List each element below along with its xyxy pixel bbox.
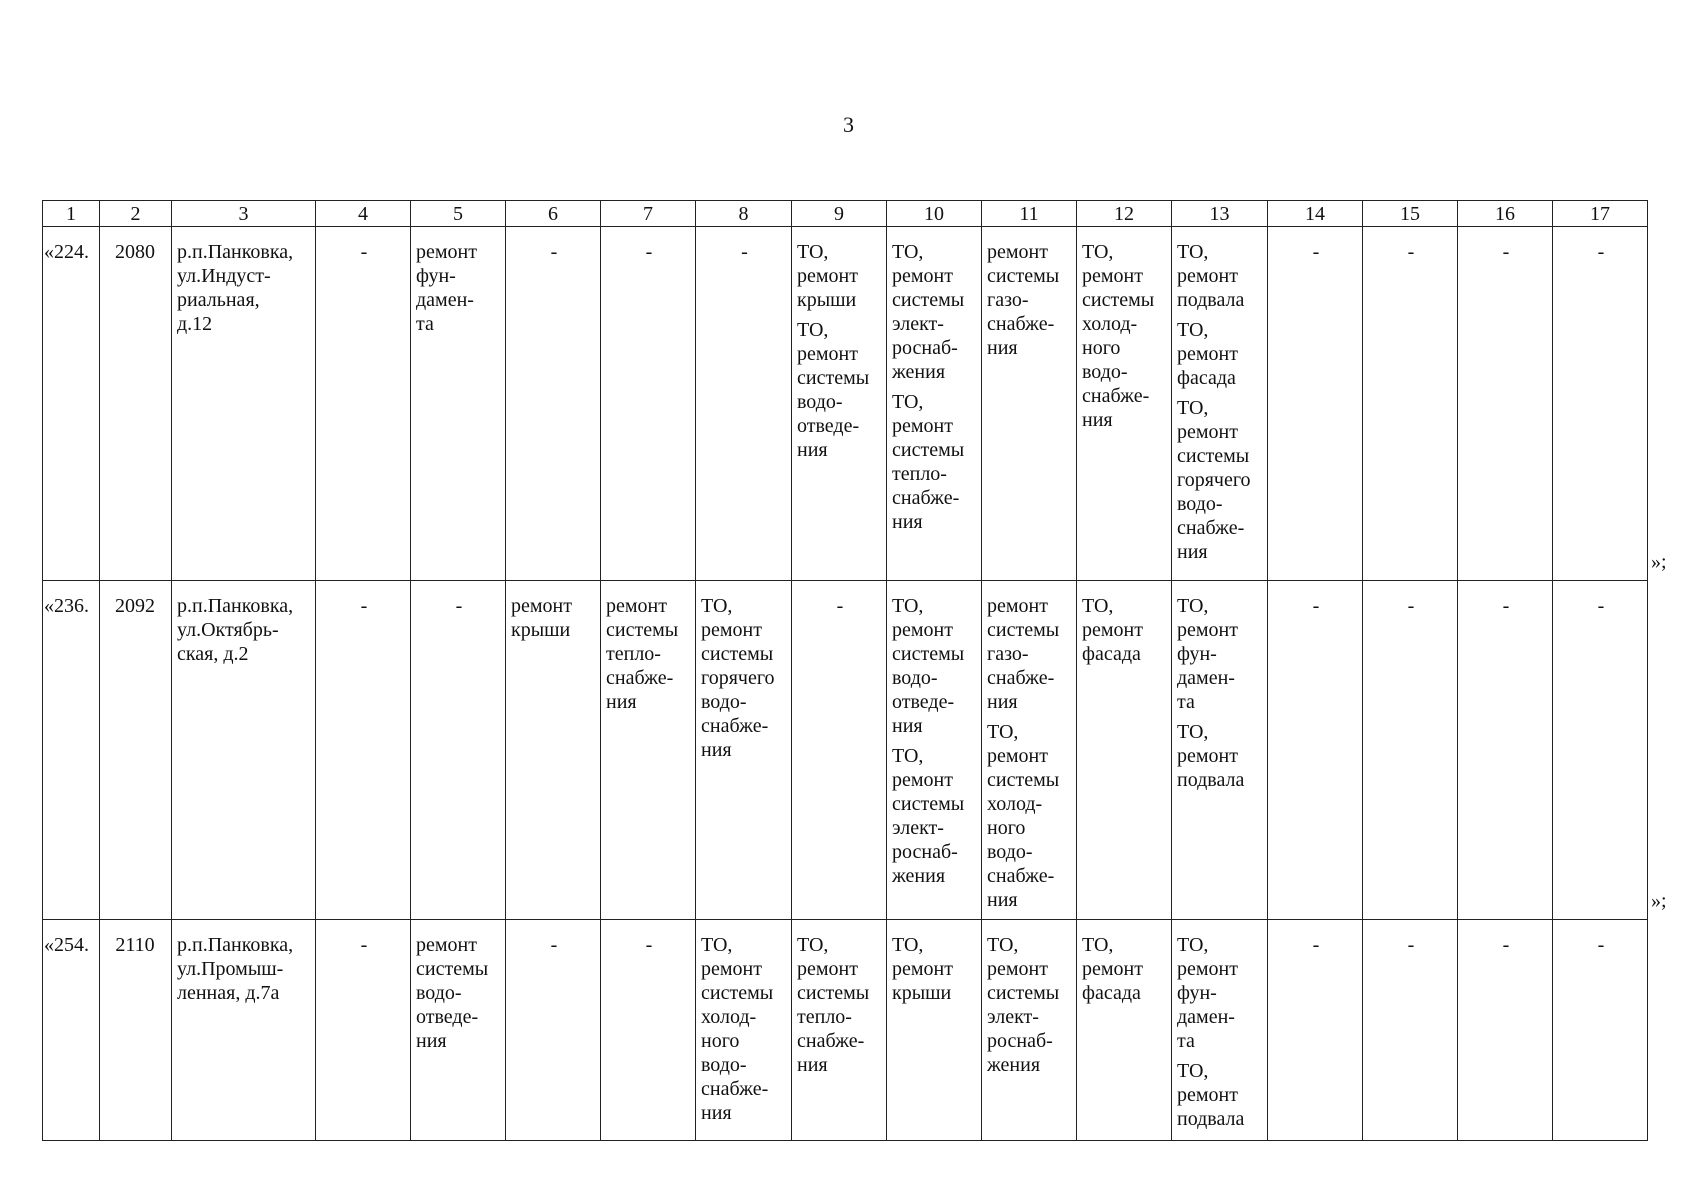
cell-entry: - [1312, 595, 1320, 617]
table-cell [172, 581, 316, 920]
cell-entry: «254. [44, 934, 89, 956]
table-cell [792, 920, 887, 1141]
table-cell [887, 581, 982, 920]
cell-entry: ремонт системы газо- снабже- ния [987, 595, 1060, 713]
table-cell [316, 227, 411, 581]
column-number-17: 17 [1553, 201, 1648, 227]
repair-schedule-table [42, 200, 1648, 1141]
cell-entry: «224. [44, 241, 89, 263]
table-cell [887, 920, 982, 1141]
cell-entry: - [550, 241, 558, 263]
table-cell [1268, 227, 1363, 581]
cell-entry: р.п.Панковка, ул.Промыш- ленная, д.7а [177, 934, 294, 1004]
table-cell [696, 581, 792, 920]
cell-entry: ТО, ремонт фасада [1082, 595, 1143, 665]
table-cell [172, 920, 316, 1141]
column-number-9: 9 [792, 201, 887, 227]
column-number-5: 5 [411, 201, 506, 227]
table-header [43, 201, 1648, 227]
cell-entry: - [645, 241, 653, 263]
table-cell [887, 227, 982, 581]
cell-entry: - [360, 934, 368, 956]
table-cell [506, 227, 601, 581]
table-cell [601, 227, 696, 581]
cell-entry: ТО, ремонт подвала [1177, 241, 1245, 311]
cell-entry: ТО, ремонт фун- дамен- та [1177, 595, 1238, 713]
cell-entry: ремонт системы тепло- снабже- ния [606, 595, 679, 713]
cell-entry: ремонт системы водо- отведе- ния [416, 934, 489, 1052]
table-cell [43, 581, 100, 920]
cell-entry: - [1597, 934, 1605, 956]
table-cell [1553, 920, 1648, 1141]
table-cell [411, 581, 506, 920]
table-cell [1077, 581, 1172, 920]
cell-entry: ТО, ремонт фун- дамен- та [1177, 934, 1238, 1052]
cell-entry: - [1502, 595, 1510, 617]
cell-entry: - [1407, 595, 1415, 617]
table-cell [43, 227, 100, 581]
table-cell [982, 581, 1077, 920]
cell-entry: 2110 [115, 934, 155, 956]
column-number-1: 1 [43, 201, 100, 227]
cell-entry: р.п.Панковка, ул.Октябрь- ская, д.2 [177, 595, 294, 665]
cell-entry: ТО, ремонт системы элект- роснаб- жения [892, 745, 965, 887]
column-number-15: 15 [1363, 201, 1458, 227]
column-number-3: 3 [172, 201, 316, 227]
cell-entry: ТО, ремонт системы холод- ного водо- снабже- ния [701, 934, 774, 1124]
column-number-6: 6 [506, 201, 601, 227]
table-row [43, 227, 1648, 581]
cell-entry: ТО, ремонт системы горячего водо- снабже- ния [1177, 397, 1251, 563]
table-cell [1458, 227, 1553, 581]
table-cell [100, 581, 172, 920]
table-cell [1077, 920, 1172, 1141]
table-cell [316, 920, 411, 1141]
cell-entry: ремонт крыши [511, 595, 572, 641]
cell-entry: ТО, ремонт крыши [797, 241, 858, 311]
table-cell [1363, 581, 1458, 920]
cell-entry: - [1502, 241, 1510, 263]
table-cell [1268, 920, 1363, 1141]
column-number-11: 11 [982, 201, 1077, 227]
table-cell [506, 581, 601, 920]
cell-entry: - [1312, 934, 1320, 956]
cell-entry: - [1407, 241, 1415, 263]
table-cell [1458, 920, 1553, 1141]
table-cell [43, 920, 100, 1141]
table-cell [100, 920, 172, 1141]
table-cell [1363, 920, 1458, 1141]
column-number-14: 14 [1268, 201, 1363, 227]
cell-entry: ТО, ремонт системы элект- роснаб- жения [892, 241, 965, 383]
table-cell [1172, 920, 1268, 1141]
cell-entry: ТО, ремонт системы горячего водо- снабже- ния [701, 595, 775, 761]
cell-entry: - [741, 241, 748, 263]
column-number-4: 4 [316, 201, 411, 227]
closing-quote-mark: »; [1651, 550, 1667, 573]
table-cell [1553, 581, 1648, 920]
table-cell [792, 581, 887, 920]
table-cell [1553, 227, 1648, 581]
column-number-16: 16 [1458, 201, 1553, 227]
closing-quote-mark: »; [1651, 889, 1667, 912]
header-row [43, 201, 1648, 227]
table-cell [982, 920, 1077, 1141]
cell-entry: - [1597, 595, 1605, 617]
table-cell [696, 227, 792, 581]
table-cell [411, 227, 506, 581]
table-cell [982, 227, 1077, 581]
table-cell [1172, 581, 1268, 920]
cell-entry: - [360, 241, 368, 263]
cell-entry: - [360, 595, 368, 617]
cell-entry: - [1597, 241, 1605, 263]
cell-entry: ТО, ремонт системы водо- отведе- ния [892, 595, 965, 737]
table-cell [1458, 581, 1553, 920]
table-cell [1268, 581, 1363, 920]
cell-entry: - [455, 595, 463, 617]
cell-entry: ТО, ремонт фасада [1177, 319, 1238, 389]
cell-entry: - [550, 934, 558, 956]
table-row [43, 920, 1648, 1141]
cell-entry: ТО, ремонт подвала [1177, 721, 1245, 791]
cell-entry: ТО, ремонт фасада [1082, 934, 1143, 1004]
table-cell [601, 581, 696, 920]
table-cell [172, 227, 316, 581]
table-cell [316, 581, 411, 920]
table-cell [411, 920, 506, 1141]
table-cell [1172, 227, 1268, 581]
table-cell [792, 227, 887, 581]
table-cell [1363, 227, 1458, 581]
cell-entry: 2080 [115, 241, 155, 263]
table-body [43, 227, 1648, 1141]
cell-entry: - [836, 595, 844, 617]
table-cell [506, 920, 601, 1141]
cell-entry: ТО, ремонт крыши [892, 934, 953, 1004]
cell-entry: - [1312, 241, 1320, 263]
cell-entry: ТО, ремонт системы водо- отведе- ния [797, 319, 870, 461]
cell-entry: - [645, 934, 653, 956]
table-cell [1077, 227, 1172, 581]
column-number-10: 10 [887, 201, 982, 227]
cell-entry: 2092 [115, 595, 155, 617]
cell-entry: «236. [44, 595, 89, 617]
cell-entry: ТО, ремонт системы тепло- снабже- ния [892, 391, 965, 533]
page-number: 3 [843, 112, 854, 137]
table-cell [100, 227, 172, 581]
cell-entry: - [1502, 934, 1510, 956]
column-number-12: 12 [1077, 201, 1172, 227]
cell-entry: ТО, ремонт системы элект- роснаб- жения [987, 934, 1060, 1076]
table-cell [601, 920, 696, 1141]
table-row [43, 581, 1648, 920]
cell-entry: р.п.Панковка, ул.Индуст- риальная, д.12 [177, 241, 294, 335]
column-number-2: 2 [100, 201, 172, 227]
cell-entry: - [1407, 934, 1415, 956]
cell-entry: ТО, ремонт системы холод- ного водо- снабже- ния [987, 721, 1060, 911]
column-number-8: 8 [696, 201, 792, 227]
cell-entry: ремонт системы газо- снабже- ния [987, 241, 1060, 359]
table-cell [696, 920, 792, 1141]
cell-entry: ТО, ремонт системы тепло- снабже- ния [797, 934, 870, 1076]
column-number-13: 13 [1172, 201, 1268, 227]
cell-entry: ТО, ремонт подвала [1177, 1060, 1245, 1130]
cell-entry: ТО, ремонт системы холод- ного водо- снабже- ния [1082, 241, 1155, 431]
cell-entry: ремонт фун- дамен- та [416, 241, 477, 335]
column-number-7: 7 [601, 201, 696, 227]
